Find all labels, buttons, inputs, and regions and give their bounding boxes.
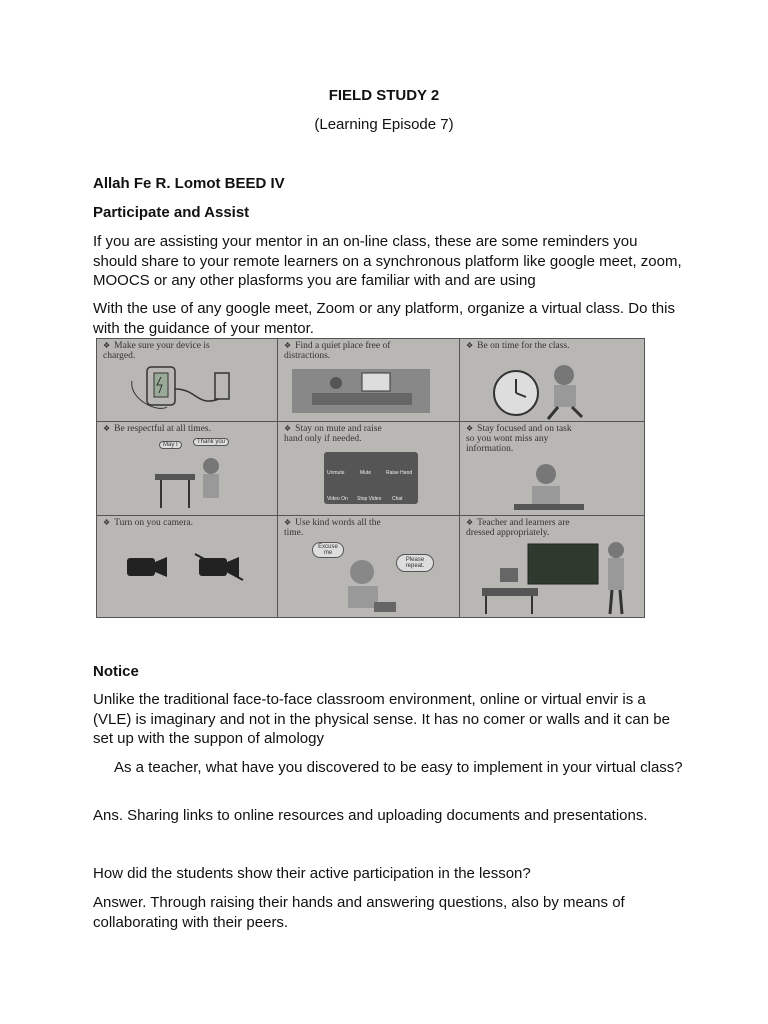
app-button: Stop Video	[357, 496, 382, 502]
reminder-cell-device-charged	[96, 338, 278, 422]
reminder-caption: ❖ Stay focused and on task so you wont miss any information.	[466, 424, 640, 454]
reminder-caption: ❖ Be respectful at all times.	[103, 424, 273, 434]
meeting-controls-panel	[324, 452, 418, 504]
notice-paragraph: Unlike the traditional face-to-face classroom environment, online or virtual envir is a (VLE) is imaginary and not in the physical sense. It has no comer or walls and it can be set up with the suppon of almology	[93, 691, 670, 747]
app-button: Video On	[327, 496, 348, 502]
question-2: How did the students show their active participation in the lesson?	[93, 865, 531, 882]
reminder-cell-respectful	[96, 421, 278, 516]
reminder-cell-focused	[459, 421, 645, 516]
focused-student-illustration	[510, 462, 590, 514]
reminder-caption: ❖ Make sure your device is charged.	[103, 341, 273, 361]
reminder-caption: ❖ Stay on mute and raise hand only if needed.	[284, 424, 455, 444]
answer-1: Ans. Sharing links to online resources and uploading documents and presentations.	[93, 807, 648, 824]
participate-paragraph: If you are assisting your mentor in an on-line class, these are some reminders you should share to your remote learners on a synchronous platform like google meet, zoom, MOOCS or any other plasforms you are familiar with and are using	[93, 233, 682, 289]
virtual-class-instruction: With the use of any google meet, Zoom or any platform, organize a virtual class. Do this with the guidance of your mentor.	[93, 300, 675, 337]
charging-device-icon	[127, 359, 247, 419]
document-subtitle: (Learning Episode 7)	[314, 116, 454, 133]
reminder-caption: ❖ Turn on you camera.	[103, 518, 273, 528]
reminder-cell-quiet-place	[277, 338, 460, 422]
quiet-room-illustration	[292, 365, 432, 417]
speech-bubble: May I	[159, 441, 182, 449]
speech-bubble: Please repeat.	[396, 554, 434, 572]
reminder-cell-mute	[277, 421, 460, 516]
reminder-cell-camera	[96, 515, 278, 618]
answer-2: Answer. Through raising their hands and answering questions, also by means of collaborating with their peers.	[93, 894, 625, 931]
reminder-caption: ❖ Find a quiet place free of distractions.	[284, 341, 455, 361]
author-line: Allah Fe R. Lomot BEED IV	[93, 175, 285, 192]
app-button: Raise Hand	[386, 470, 413, 476]
speech-bubble: Thank you	[193, 438, 229, 446]
reminder-caption: ❖ Teacher and learners are dressed appropriately.	[466, 518, 640, 538]
reminder-cell-kind-words	[277, 515, 460, 618]
camera-on-off-icons	[123, 552, 263, 582]
reminder-cell-on-time	[459, 338, 645, 422]
question-1: As a teacher, what have you discovered to be easy to implement in your virtual class?	[114, 759, 683, 776]
classroom-teacher-illustration	[480, 536, 640, 618]
section-heading-participate: Participate and Assist	[93, 204, 250, 221]
document-title: FIELD STUDY 2	[328, 87, 440, 104]
speech-bubble: Excuse me	[312, 542, 344, 558]
app-button: Chat	[392, 496, 403, 502]
reminder-caption: ❖ Be on time for the class.	[466, 341, 640, 351]
student-at-desk-illustration	[147, 452, 237, 512]
clock-runner-illustration	[486, 355, 626, 421]
reminders-figure	[96, 338, 645, 618]
app-button: Unmute	[327, 470, 345, 476]
app-button: Mute	[360, 470, 372, 476]
reminder-cell-dressed	[459, 515, 645, 618]
section-heading-notice: Notice	[93, 663, 139, 680]
student-speaking-illustration	[338, 558, 398, 616]
reminder-caption: ❖ Use kind words all the time.	[284, 518, 455, 538]
